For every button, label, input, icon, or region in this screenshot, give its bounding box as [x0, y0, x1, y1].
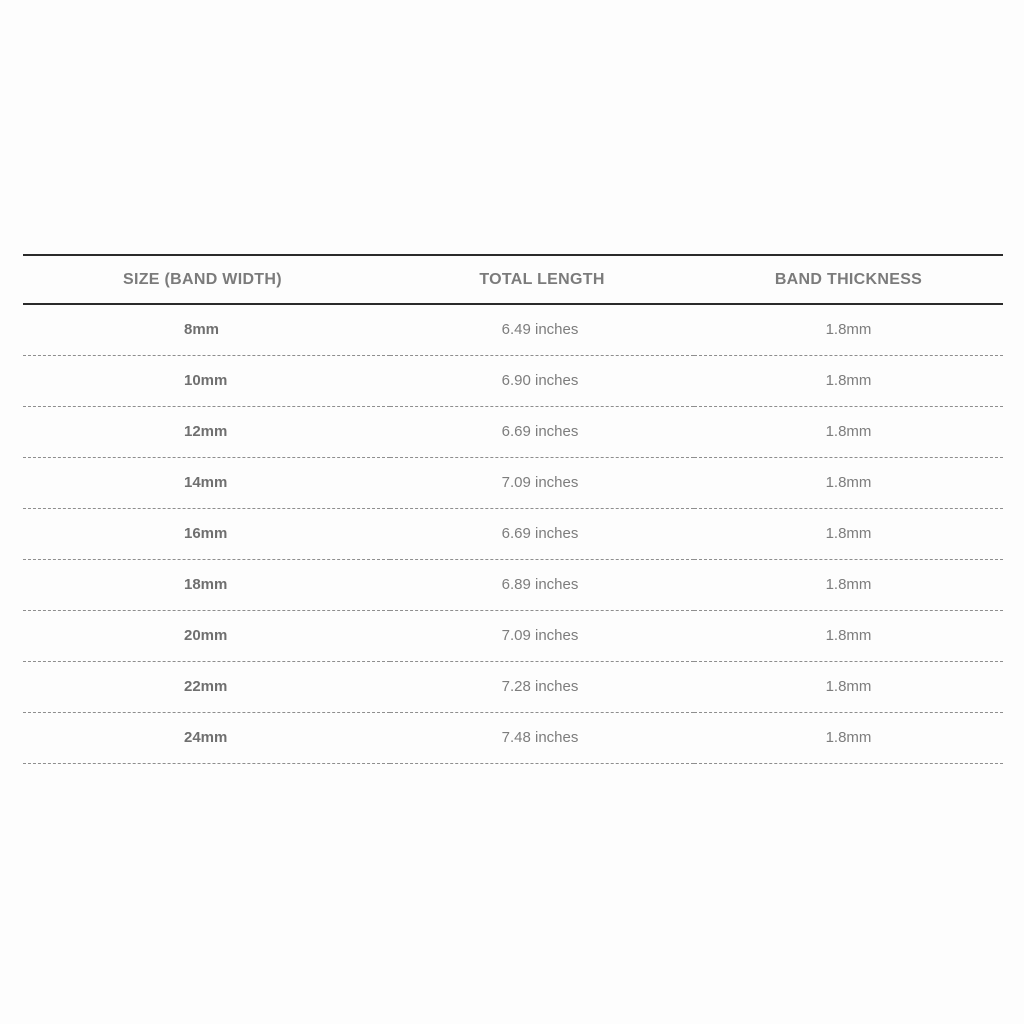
- band-thickness-cell: 1.8mm: [825, 321, 872, 339]
- table-body: [23, 304, 1003, 763]
- total-length-cell: 7.28 inches: [501, 678, 579, 695]
- size-cell: 20mm: [184, 627, 228, 644]
- header-row: [23, 255, 1003, 304]
- table-row: [23, 559, 1003, 610]
- table-row: [23, 661, 1003, 712]
- header-total-length: TOTAL LENGTH: [479, 270, 605, 288]
- band-thickness-cell: 1.8mm: [825, 729, 872, 746]
- table-row: [23, 610, 1003, 661]
- size-chart-table: [23, 254, 1003, 764]
- band-thickness-cell: 1.8mm: [825, 576, 872, 593]
- band-thickness-cell: 1.8mm: [825, 474, 872, 491]
- band-thickness-cell: 1.8mm: [825, 525, 872, 542]
- size-cell: 24mm: [184, 729, 228, 746]
- band-thickness-cell: 1.8mm: [825, 372, 872, 389]
- table-row: [23, 457, 1003, 508]
- total-length-cell: 6.89 inches: [501, 576, 579, 593]
- size-cell: 16mm: [184, 525, 228, 542]
- total-length-cell: 6.49 inches: [501, 321, 579, 339]
- total-length-cell: 7.09 inches: [501, 474, 579, 491]
- total-length-cell: 7.48 inches: [501, 729, 579, 746]
- total-length-cell: 6.90 inches: [501, 372, 579, 389]
- table-header: [23, 255, 1003, 304]
- size-cell: 8mm: [184, 321, 220, 339]
- header-band-thickness: BAND THICKNESS: [774, 270, 923, 288]
- table-row: [23, 712, 1003, 763]
- total-length-cell: 7.09 inches: [501, 627, 579, 644]
- total-length-cell: 6.69 inches: [501, 423, 579, 440]
- table-row: [23, 508, 1003, 559]
- table-row: [23, 406, 1003, 457]
- size-cell: 22mm: [184, 678, 228, 695]
- header-size: SIZE (BAND WIDTH): [123, 270, 282, 288]
- size-cell: 18mm: [184, 576, 228, 593]
- total-length-cell: 6.69 inches: [501, 525, 579, 542]
- size-cell: 14mm: [184, 474, 228, 491]
- table-row: [23, 355, 1003, 406]
- band-thickness-cell: 1.8mm: [825, 627, 872, 644]
- band-thickness-cell: 1.8mm: [825, 678, 872, 695]
- size-cell: 12mm: [184, 423, 228, 440]
- band-thickness-cell: 1.8mm: [825, 423, 872, 440]
- size-cell: 10mm: [184, 372, 228, 389]
- table-row: [23, 304, 1003, 355]
